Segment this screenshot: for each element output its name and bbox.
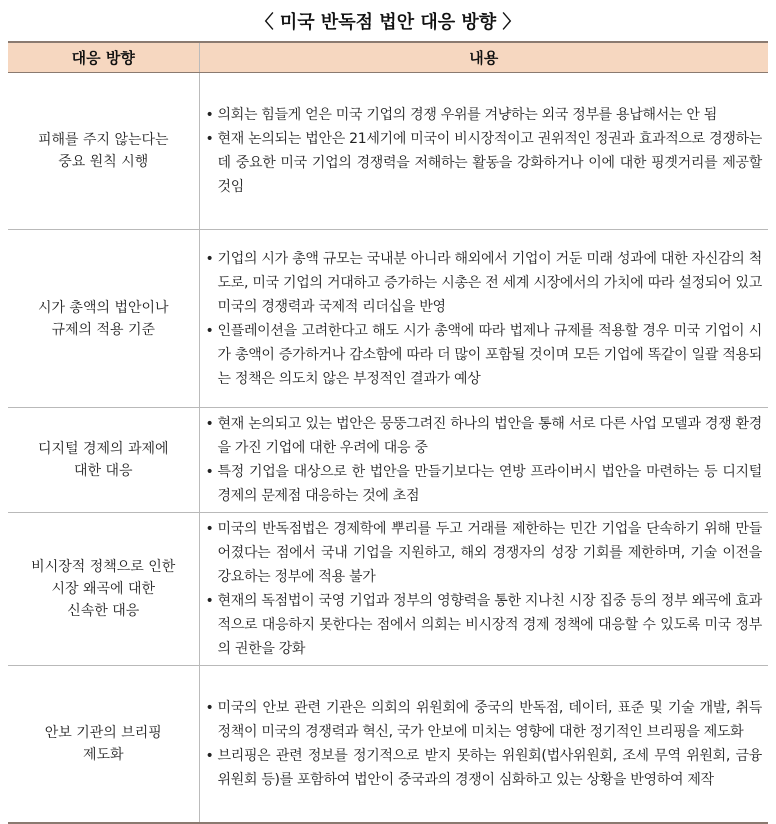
list-item xyxy=(206,517,763,589)
bullet-icon: • xyxy=(205,593,214,609)
list-item xyxy=(206,589,763,661)
content-cell xyxy=(199,230,768,408)
bullet-icon: • xyxy=(205,416,214,432)
direction-cell: 안보 기관의 브리핑 제도화 xyxy=(8,666,199,823)
content-list xyxy=(206,103,763,199)
response-table xyxy=(8,41,768,824)
content-cell xyxy=(199,666,768,823)
content-cell xyxy=(199,513,768,666)
table-row xyxy=(8,73,768,230)
content-list xyxy=(206,517,763,661)
bullet-icon: • xyxy=(205,747,214,764)
list-item xyxy=(206,319,763,391)
list-item xyxy=(206,412,763,460)
item-text: 현재 논의되고 있는 법안은 뭉뚱그려진 하나의 법안을 통해 서로 다른 사업 모델과 경쟁 환경을 가진 기업에 대한 우려에 대응 중 xyxy=(217,416,762,456)
list-item xyxy=(206,127,763,199)
direction-cell: 디지털 경제의 과제에 대한 대응 xyxy=(8,408,199,513)
content-list xyxy=(206,412,763,508)
direction-cell: 시가 총액의 법안이나 규제의 적용 기준 xyxy=(8,230,199,408)
content-cell xyxy=(199,73,768,230)
content-list xyxy=(206,696,763,792)
header-direction: 대응 방향 xyxy=(8,42,199,73)
bullet-icon: • xyxy=(205,699,214,716)
list-item xyxy=(206,460,763,508)
direction-cell: 피해를 주지 않는다는 중요 원칙 시행 xyxy=(8,73,199,230)
bullet-icon: • xyxy=(205,322,214,339)
item-text: 미국의 안보 관련 기관은 의회의 위원회에 중국의 반독점, 데이터, 표준 및 기술 개발, 취득 정책이 미국의 경쟁력과 혁신, 국가 안보에 미치는 영향에 대한 정기적인 브리핑을 제도화 xyxy=(217,699,762,740)
bullet-icon: • xyxy=(205,131,214,147)
list-item xyxy=(206,744,763,792)
content-list xyxy=(206,247,763,391)
table-row xyxy=(8,666,768,823)
item-text: 현재의 독점법이 국영 기업과 정부의 영향력을 통한 지나친 시장 집중 등의 정부 왜곡에 효과적으로 대응하지 못한다는 점에서 의회는 비시장적 경제 정책에 대응할 수 있도록 미국 정부의 권한을 강화 xyxy=(217,593,762,657)
item-text: 브리핑은 관련 정보를 정기적으로 받지 못하는 위원회(법사위원회, 조세 무역 위원회, 금융 위원회 등)를 포함하여 법안이 중국과의 경쟁이 심화하고 있는 상황을 반영하여 제작 xyxy=(217,747,762,788)
content-cell xyxy=(199,408,768,513)
item-text: 현재 논의되는 법안은 21세기에 미국이 비시장적이고 권위적인 정권과 효과적으로 경쟁하는데 중요한 미국 기업의 경쟁력을 저해하는 활동을 강화하거나 이에 대한 핑곗거리를 제공할 것임 xyxy=(217,131,762,195)
direction-cell: 비시장적 정책으로 인한 시장 왜곡에 대한 신속한 대응 xyxy=(8,513,199,666)
table-row xyxy=(8,513,768,666)
list-item xyxy=(206,103,763,127)
bullet-icon: • xyxy=(205,250,214,267)
table-row xyxy=(8,230,768,408)
table-row xyxy=(8,408,768,513)
header-content: 내용 xyxy=(199,42,768,73)
bullet-icon: • xyxy=(205,107,214,123)
page-title: 〈 미국 반독점 법안 대응 방향 〉 xyxy=(255,12,521,33)
item-text: 기업의 시가 총액 규모는 국내분 아니라 해외에서 기업이 거둔 미래 성과에 대한 자신감의 척도로, 미국 기업의 거대하고 증가하는 시총은 전 세계 시장에서의 가치에 따라 설정되어 있고 미국의 경쟁력과 국제적 리더십을 반영 xyxy=(217,250,762,315)
item-text: 의회는 힘들게 얻은 미국 기업의 경쟁 우위를 겨냥하는 외국 정부를 용납해서는 안 됨 xyxy=(217,107,717,123)
item-text: 미국의 반독점법은 경제학에 뿌리를 두고 거래를 제한하는 민간 기업을 단속하기 위해 만들어졌다는 점에서 국내 기업을 지원하고, 해외 경쟁자의 성장 기회를 제한하며, 기술 이전을 강요하는 정부에 적용 불가 xyxy=(217,521,762,585)
item-text: 특정 기업을 대상으로 한 법안을 만들기보다는 연방 프라이버시 법안을 마련하는 등 디지털 경제의 문제점 대응하는 것에 초점 xyxy=(217,464,762,504)
list-item xyxy=(206,247,763,319)
bullet-icon: • xyxy=(205,464,214,480)
bullet-icon: • xyxy=(205,521,214,537)
table-header-row xyxy=(8,42,768,73)
list-item xyxy=(206,696,763,744)
item-text: 인플레이션을 고려한다고 해도 시가 총액에 따라 법제나 규제를 적용할 경우 미국 기업이 시가 총액이 증가하거나 감소함에 따라 더 많이 포함될 것이며 모든 기업에 똑같이 일괄 적용되는 정책은 의도치 않은 부정적인 결과가 예상 xyxy=(217,322,762,387)
